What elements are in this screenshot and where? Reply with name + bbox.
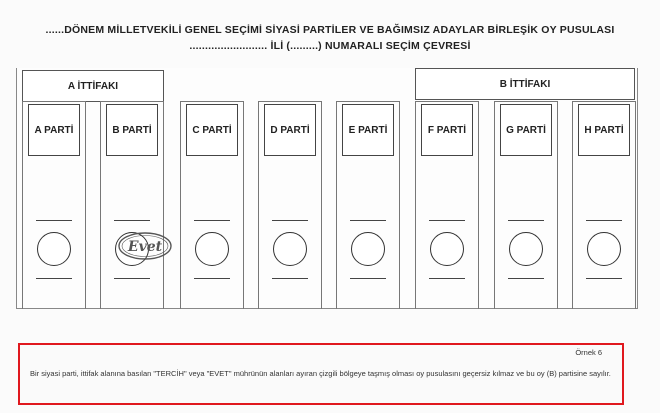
ballot-title: ......DÖNEM MİLLETVEKİLİ GENEL SEÇİMİ SİYASİ PARTİLER VE BAĞIMSIZ ADAYLAR BİRLEŞİK OY PUSULASI [45, 24, 615, 36]
alliance-a-header: A İTTİFAKI [22, 70, 164, 102]
upper-line-e [350, 220, 386, 221]
party-box-d: D PARTİ [264, 104, 316, 156]
example-label: Örnek 6 [575, 348, 602, 357]
lower-line-a [36, 278, 72, 279]
lower-line-h [586, 278, 622, 279]
example-text: Bir siyasi parti, ittifak alanına basılan "TERCİH" veya "EVET" mührünün alanları ayıran çizgili bölgeye taşmış olması oy pusulasını geçersiz kılmaz ve bu oy (B) partisine sayılır. [30, 369, 611, 378]
party-box-f: F PARTİ [421, 104, 473, 156]
party-box-c: C PARTİ [186, 104, 238, 156]
lower-line-b [114, 278, 150, 279]
alliance-b-header: B İTTİFAKI [415, 68, 635, 100]
vote-circle-e[interactable] [351, 232, 385, 266]
constituency-line: ......................... İLİ (.........) NUMARALI SEÇİM ÇEVRESİ [189, 40, 471, 52]
vote-circle-f[interactable] [430, 232, 464, 266]
stamp-text: Evet [127, 239, 163, 255]
party-box-b: B PARTİ [106, 104, 158, 156]
upper-line-d [272, 220, 308, 221]
upper-line-a [36, 220, 72, 221]
vote-circle-h[interactable] [587, 232, 621, 266]
evet-stamp [116, 231, 174, 261]
lower-line-g [508, 278, 544, 279]
party-box-a: A PARTİ [28, 104, 80, 156]
party-box-g: G PARTİ [500, 104, 552, 156]
lower-line-f [429, 278, 465, 279]
party-box-h: H PARTİ [578, 104, 630, 156]
upper-line-c [194, 220, 230, 221]
vote-circle-d[interactable] [273, 232, 307, 266]
example-note-box [18, 343, 624, 405]
party-box-e: E PARTİ [342, 104, 394, 156]
upper-line-h [586, 220, 622, 221]
vote-circle-a[interactable] [37, 232, 71, 266]
upper-line-b [114, 220, 150, 221]
lower-line-d [272, 278, 308, 279]
upper-line-g [508, 220, 544, 221]
upper-line-f [429, 220, 465, 221]
vote-circle-g[interactable] [509, 232, 543, 266]
lower-line-e [350, 278, 386, 279]
lower-line-c [194, 278, 230, 279]
vote-circle-c[interactable] [195, 232, 229, 266]
